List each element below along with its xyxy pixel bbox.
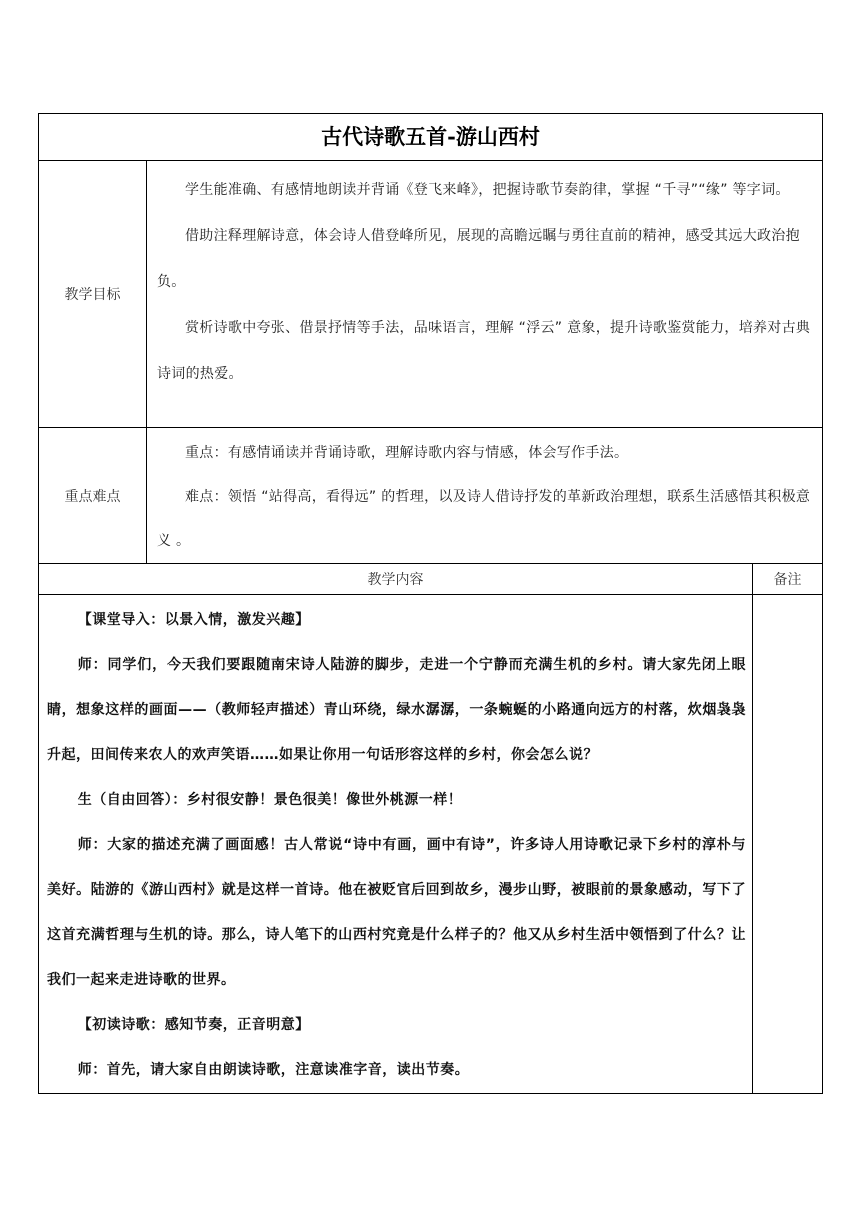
notes-cell <box>753 595 823 1094</box>
key-points-label-cell <box>39 428 147 564</box>
title-row <box>39 114 823 161</box>
content-header-row <box>39 564 823 595</box>
content-paragraph: 师：同学们，今天我们要跟随南宋诗人陆游的脚步，走进一个宁静而充满生机的乡村。请大家先闭上眼睛，想象这样的画面——（教师轻声描述）青山环绕，绿水潺潺，一条蜿蜒的小路通向远方的村落，炊烟袅袅升起，田间传来农人的欢声笑语……如果让你用一句话形容这样的乡村，你会怎么说？ <box>47 657 746 763</box>
content-paragraph: 师：大家的描述充满了画面感！古人常说“诗中有画，画中有诗”，许多诗人用诗歌记录下乡村的淳朴与美好。陆游的《游山西村》就是这样一首诗。他在被贬官后回到故乡，漫步山野，被眼前的景象感动，写下了这首充满哲理与生机的诗。那么，诗人笔下的山西村究竟是什么样子的？他又从乡村生活中领悟到了什么？让我们一起来走进诗歌的世界。 <box>47 837 746 988</box>
objectives-cell <box>147 161 823 428</box>
objectives-row <box>39 161 823 428</box>
notes-header-cell <box>753 564 823 595</box>
key-points-row <box>39 428 823 564</box>
content-header: 教学内容 <box>367 572 424 588</box>
objective-paragraph: 学生能准确、有感情地朗读并背诵《登飞来峰》，把握诗歌节奏韵律，掌握 “千寻”“缘” 等字词。 <box>185 182 790 198</box>
lesson-plan-table <box>38 113 823 1094</box>
notes-header: 备注 <box>773 572 802 588</box>
content-cell <box>39 595 753 1094</box>
objectives-label: 教学目标 <box>64 287 121 303</box>
objective-paragraph: 借助注释理解诗意，体会诗人借登峰所见，展现的高瞻远瞩与勇往直前的精神，感受其远大政治抱负。 <box>157 228 800 290</box>
content-row <box>39 595 823 1094</box>
objective-paragraph: 赏析诗歌中夸张、借景抒情等手法，品味语言，理解 “浮云” 意象，提升诗歌鉴赏能力，培养对古典诗词的热爱。 <box>157 320 811 382</box>
key-point-paragraph: 难点：领悟 “站得高，看得远” 的哲理，以及诗人借诗抒发的革新政治理想，联系生活感悟其积极意义 。 <box>157 489 811 549</box>
document-title: 古代诗歌五首-游山西村 <box>321 124 540 149</box>
title-cell <box>39 114 823 161</box>
key-points-cell <box>147 428 823 564</box>
key-points-label: 重点难点 <box>64 488 121 505</box>
key-point-paragraph: 重点：有感情诵读并背诵诗歌，理解诗歌内容与情感，体会写作手法。 <box>185 445 629 461</box>
content-header-cell <box>39 564 753 595</box>
content-paragraph: 生（自由回答）：乡村很安静！景色很美！像世外桃源一样！ <box>77 792 463 808</box>
content-section-heading: 【课堂导入：以景入情，激发兴趣】 <box>77 612 310 628</box>
content-paragraph: 师：首先，请大家自由朗读诗歌，注意读准字音，读出节奏。 <box>77 1062 470 1078</box>
objectives-label-cell <box>39 161 147 428</box>
content-section-heading: 【初读诗歌：感知节奏，正音明意】 <box>77 1017 310 1033</box>
